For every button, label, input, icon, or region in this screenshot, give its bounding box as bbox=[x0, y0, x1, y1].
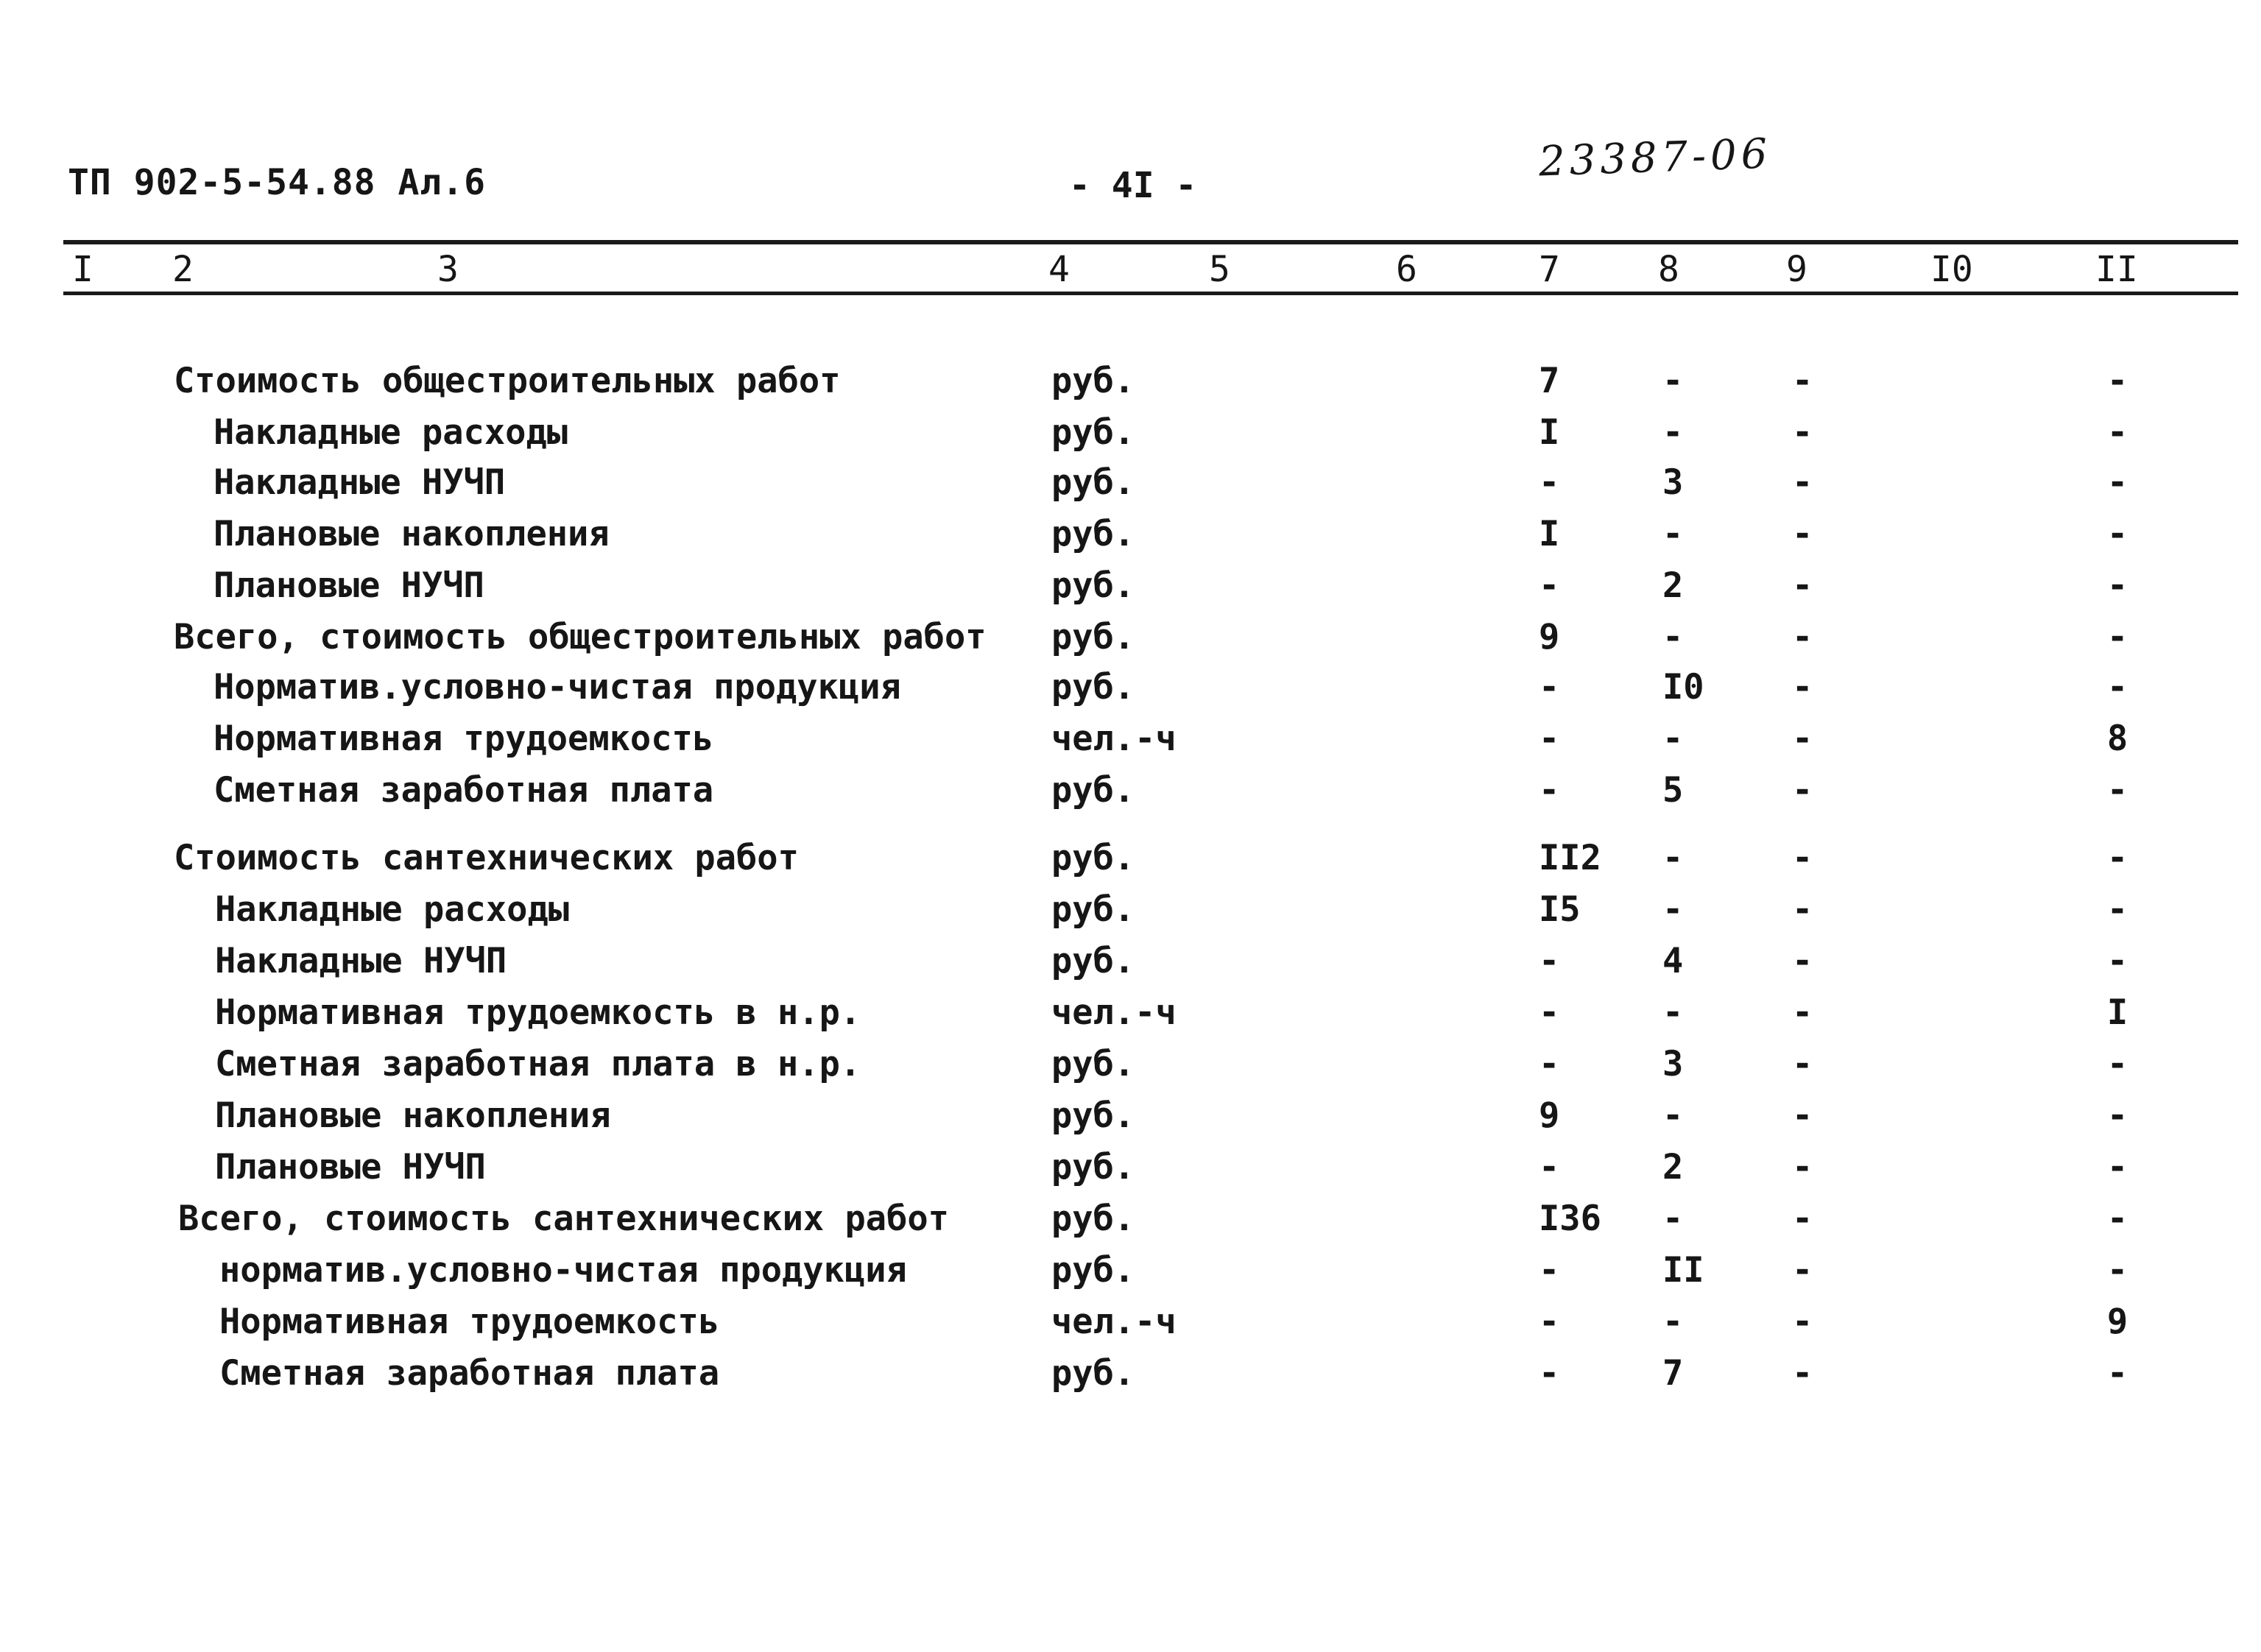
row-name: Всего, стоимость общестроительных работ bbox=[174, 617, 987, 657]
table-row bbox=[0, 667, 2261, 711]
table-row bbox=[0, 1250, 2261, 1294]
column-header-3: 3 bbox=[437, 249, 459, 290]
row-col-9: - bbox=[1792, 667, 1813, 707]
row-unit: руб. bbox=[1051, 889, 1135, 930]
column-header-6: 6 bbox=[1396, 249, 1417, 290]
row-col-9: - bbox=[1792, 770, 1813, 811]
row-col-11: - bbox=[2106, 1199, 2128, 1239]
row-col-7: - bbox=[1539, 667, 1560, 707]
row-col-7: - bbox=[1539, 1250, 1560, 1291]
row-col-11: - bbox=[2106, 667, 2128, 707]
row-col-7: 9 bbox=[1539, 1095, 1560, 1136]
row-col-11: - bbox=[2106, 361, 2128, 401]
row-col-8: - bbox=[1662, 361, 1684, 401]
row-col-11: - bbox=[2106, 941, 2128, 981]
row-col-11: - bbox=[2106, 617, 2128, 657]
row-col-8: 4 bbox=[1662, 941, 1684, 981]
row-col-11: - bbox=[2106, 889, 2128, 930]
row-col-9: - bbox=[1792, 838, 1813, 878]
handwritten-inventory-number: 23387-06 bbox=[1537, 130, 1773, 186]
row-name: норматив.условно-чистая продукция bbox=[219, 1250, 907, 1291]
row-name: Сметная заработная плата в н.р. bbox=[215, 1044, 861, 1084]
row-col-8: - bbox=[1662, 617, 1684, 657]
row-col-8: 5 bbox=[1662, 770, 1684, 811]
row-col-9: - bbox=[1792, 1302, 1813, 1342]
row-col-8: 3 bbox=[1662, 1044, 1684, 1084]
row-col-7: - bbox=[1539, 992, 1560, 1033]
row-col-7: - bbox=[1539, 565, 1560, 606]
row-col-9: - bbox=[1792, 617, 1813, 657]
row-col-8: I0 bbox=[1662, 667, 1704, 707]
row-col-7: I bbox=[1539, 412, 1560, 453]
row-col-7: - bbox=[1539, 462, 1560, 503]
table-row bbox=[0, 617, 2261, 661]
row-unit: руб. bbox=[1051, 412, 1135, 453]
row-name: Плановые накопления bbox=[215, 1095, 611, 1136]
table-row bbox=[0, 462, 2261, 506]
row-col-9: - bbox=[1792, 412, 1813, 453]
table-row bbox=[0, 1095, 2261, 1140]
column-header-9: 9 bbox=[1786, 249, 1807, 290]
row-col-11: - bbox=[2106, 565, 2128, 606]
row-col-7: - bbox=[1539, 1353, 1560, 1394]
row-col-8: 7 bbox=[1662, 1353, 1684, 1394]
row-unit: чел.-ч bbox=[1051, 1302, 1177, 1342]
row-col-9: - bbox=[1792, 1095, 1813, 1136]
row-unit: руб. bbox=[1051, 1044, 1135, 1084]
row-col-11: - bbox=[2106, 1250, 2128, 1291]
row-name: Нормативная трудоемкость bbox=[219, 1302, 720, 1342]
row-col-8: - bbox=[1662, 1302, 1684, 1342]
row-unit: руб. bbox=[1051, 361, 1135, 401]
row-col-9: - bbox=[1792, 565, 1813, 606]
row-col-8: - bbox=[1662, 719, 1684, 759]
row-col-11: I bbox=[2106, 992, 2128, 1033]
row-col-11: - bbox=[2106, 1044, 2128, 1084]
row-name: Сметная заработная плата bbox=[219, 1353, 720, 1394]
table-header-rule bbox=[63, 292, 2238, 295]
row-col-11: - bbox=[2106, 770, 2128, 811]
column-header-11: II bbox=[2095, 249, 2138, 290]
row-unit: руб. bbox=[1051, 667, 1135, 707]
row-col-9: - bbox=[1792, 1353, 1813, 1394]
row-col-11: - bbox=[2106, 1095, 2128, 1136]
table-row bbox=[0, 1302, 2261, 1346]
row-col-9: - bbox=[1792, 1044, 1813, 1084]
row-col-9: - bbox=[1792, 941, 1813, 981]
row-unit: руб. bbox=[1051, 1147, 1135, 1187]
document-code: ТП 902-5-54.88 Ал.6 bbox=[68, 162, 487, 203]
row-name: Всего, стоимость сантехнических работ bbox=[178, 1199, 949, 1239]
table-row bbox=[0, 1044, 2261, 1088]
table-row bbox=[0, 838, 2261, 882]
row-col-11: - bbox=[2106, 1147, 2128, 1187]
column-header-4: 4 bbox=[1048, 249, 1070, 290]
row-unit: руб. bbox=[1051, 462, 1135, 503]
row-col-7: - bbox=[1539, 1302, 1560, 1342]
row-unit: руб. bbox=[1051, 1095, 1135, 1136]
row-col-9: - bbox=[1792, 1250, 1813, 1291]
row-name: Плановые НУЧП bbox=[215, 1147, 486, 1187]
table-row bbox=[0, 941, 2261, 985]
row-col-11: - bbox=[2106, 412, 2128, 453]
row-col-11: - bbox=[2106, 462, 2128, 503]
table-row bbox=[0, 412, 2261, 456]
row-unit: руб. bbox=[1051, 1199, 1135, 1239]
row-name: Плановые накопления bbox=[214, 514, 610, 554]
row-name: Нормативная трудоемкость bbox=[214, 719, 714, 759]
row-col-8: 2 bbox=[1662, 565, 1684, 606]
column-header-10: I0 bbox=[1930, 249, 1973, 290]
row-col-9: - bbox=[1792, 514, 1813, 554]
column-header-7: 7 bbox=[1539, 249, 1560, 290]
column-header-1: I bbox=[72, 249, 94, 290]
row-col-9: - bbox=[1792, 1147, 1813, 1187]
column-header-2: 2 bbox=[172, 249, 194, 290]
row-name: Плановые НУЧП bbox=[214, 565, 484, 606]
table-row bbox=[0, 514, 2261, 558]
row-col-11: 9 bbox=[2106, 1302, 2128, 1342]
row-col-8: - bbox=[1662, 514, 1684, 554]
table-top-rule bbox=[63, 240, 2238, 244]
table-row bbox=[0, 992, 2261, 1037]
row-col-11: - bbox=[2106, 514, 2128, 554]
row-col-7: - bbox=[1539, 719, 1560, 759]
row-unit: руб. bbox=[1051, 1250, 1135, 1291]
row-col-9: - bbox=[1792, 361, 1813, 401]
row-name: Стоимость сантехнических работ bbox=[174, 838, 799, 878]
row-col-7: - bbox=[1539, 941, 1560, 981]
row-col-9: - bbox=[1792, 1199, 1813, 1239]
row-col-9: - bbox=[1792, 992, 1813, 1033]
row-name: Накладные расходы bbox=[215, 889, 570, 930]
row-unit: руб. bbox=[1051, 838, 1135, 878]
row-name: Сметная заработная плата bbox=[214, 770, 714, 811]
row-name: Норматив.условно-чистая продукция bbox=[214, 667, 901, 707]
row-unit: чел.-ч bbox=[1051, 992, 1177, 1033]
column-header-8: 8 bbox=[1658, 249, 1679, 290]
row-col-11: 8 bbox=[2106, 719, 2128, 759]
table-row bbox=[0, 770, 2261, 814]
row-name: Накладные расходы bbox=[214, 412, 568, 453]
table-row bbox=[0, 719, 2261, 763]
row-unit: руб. bbox=[1051, 565, 1135, 606]
table-row bbox=[0, 1147, 2261, 1191]
table-row bbox=[0, 1199, 2261, 1243]
row-col-9: - bbox=[1792, 889, 1813, 930]
row-col-8: - bbox=[1662, 992, 1684, 1033]
row-name: Стоимость общестроительных работ bbox=[174, 361, 841, 401]
row-col-8: - bbox=[1662, 1095, 1684, 1136]
row-name: Накладные НУЧП bbox=[215, 941, 507, 981]
row-unit: руб. bbox=[1051, 514, 1135, 554]
row-col-7: 9 bbox=[1539, 617, 1560, 657]
row-col-9: - bbox=[1792, 462, 1813, 503]
row-col-8: - bbox=[1662, 1199, 1684, 1239]
row-col-7: I36 bbox=[1539, 1199, 1601, 1239]
row-col-9: - bbox=[1792, 719, 1813, 759]
row-col-11: - bbox=[2106, 838, 2128, 878]
table-row bbox=[0, 889, 2261, 933]
row-col-7: I bbox=[1539, 514, 1560, 554]
table-row bbox=[0, 565, 2261, 610]
row-col-8: 3 bbox=[1662, 462, 1684, 503]
row-unit: чел.-ч bbox=[1051, 719, 1177, 759]
row-name: Накладные НУЧП bbox=[214, 462, 506, 503]
row-col-8: II bbox=[1662, 1250, 1704, 1291]
row-col-7: - bbox=[1539, 1147, 1560, 1187]
row-unit: руб. bbox=[1051, 941, 1135, 981]
row-name: Нормативная трудоемкость в н.р. bbox=[215, 992, 861, 1033]
row-col-11: - bbox=[2106, 1353, 2128, 1394]
row-col-7: - bbox=[1539, 770, 1560, 811]
row-unit: руб. bbox=[1051, 1353, 1135, 1394]
table-row bbox=[0, 1353, 2261, 1397]
row-col-8: - bbox=[1662, 889, 1684, 930]
row-col-7: II2 bbox=[1539, 838, 1601, 878]
column-header-5: 5 bbox=[1209, 249, 1230, 290]
row-col-8: - bbox=[1662, 838, 1684, 878]
row-col-7: - bbox=[1539, 1044, 1560, 1084]
row-col-7: I5 bbox=[1539, 889, 1581, 930]
row-unit: руб. bbox=[1051, 617, 1135, 657]
row-col-7: 7 bbox=[1539, 361, 1560, 401]
row-col-8: 2 bbox=[1662, 1147, 1684, 1187]
row-unit: руб. bbox=[1051, 770, 1135, 811]
row-col-8: - bbox=[1662, 412, 1684, 453]
table-row bbox=[0, 361, 2261, 405]
page-number: - 4I - bbox=[1069, 165, 1197, 206]
